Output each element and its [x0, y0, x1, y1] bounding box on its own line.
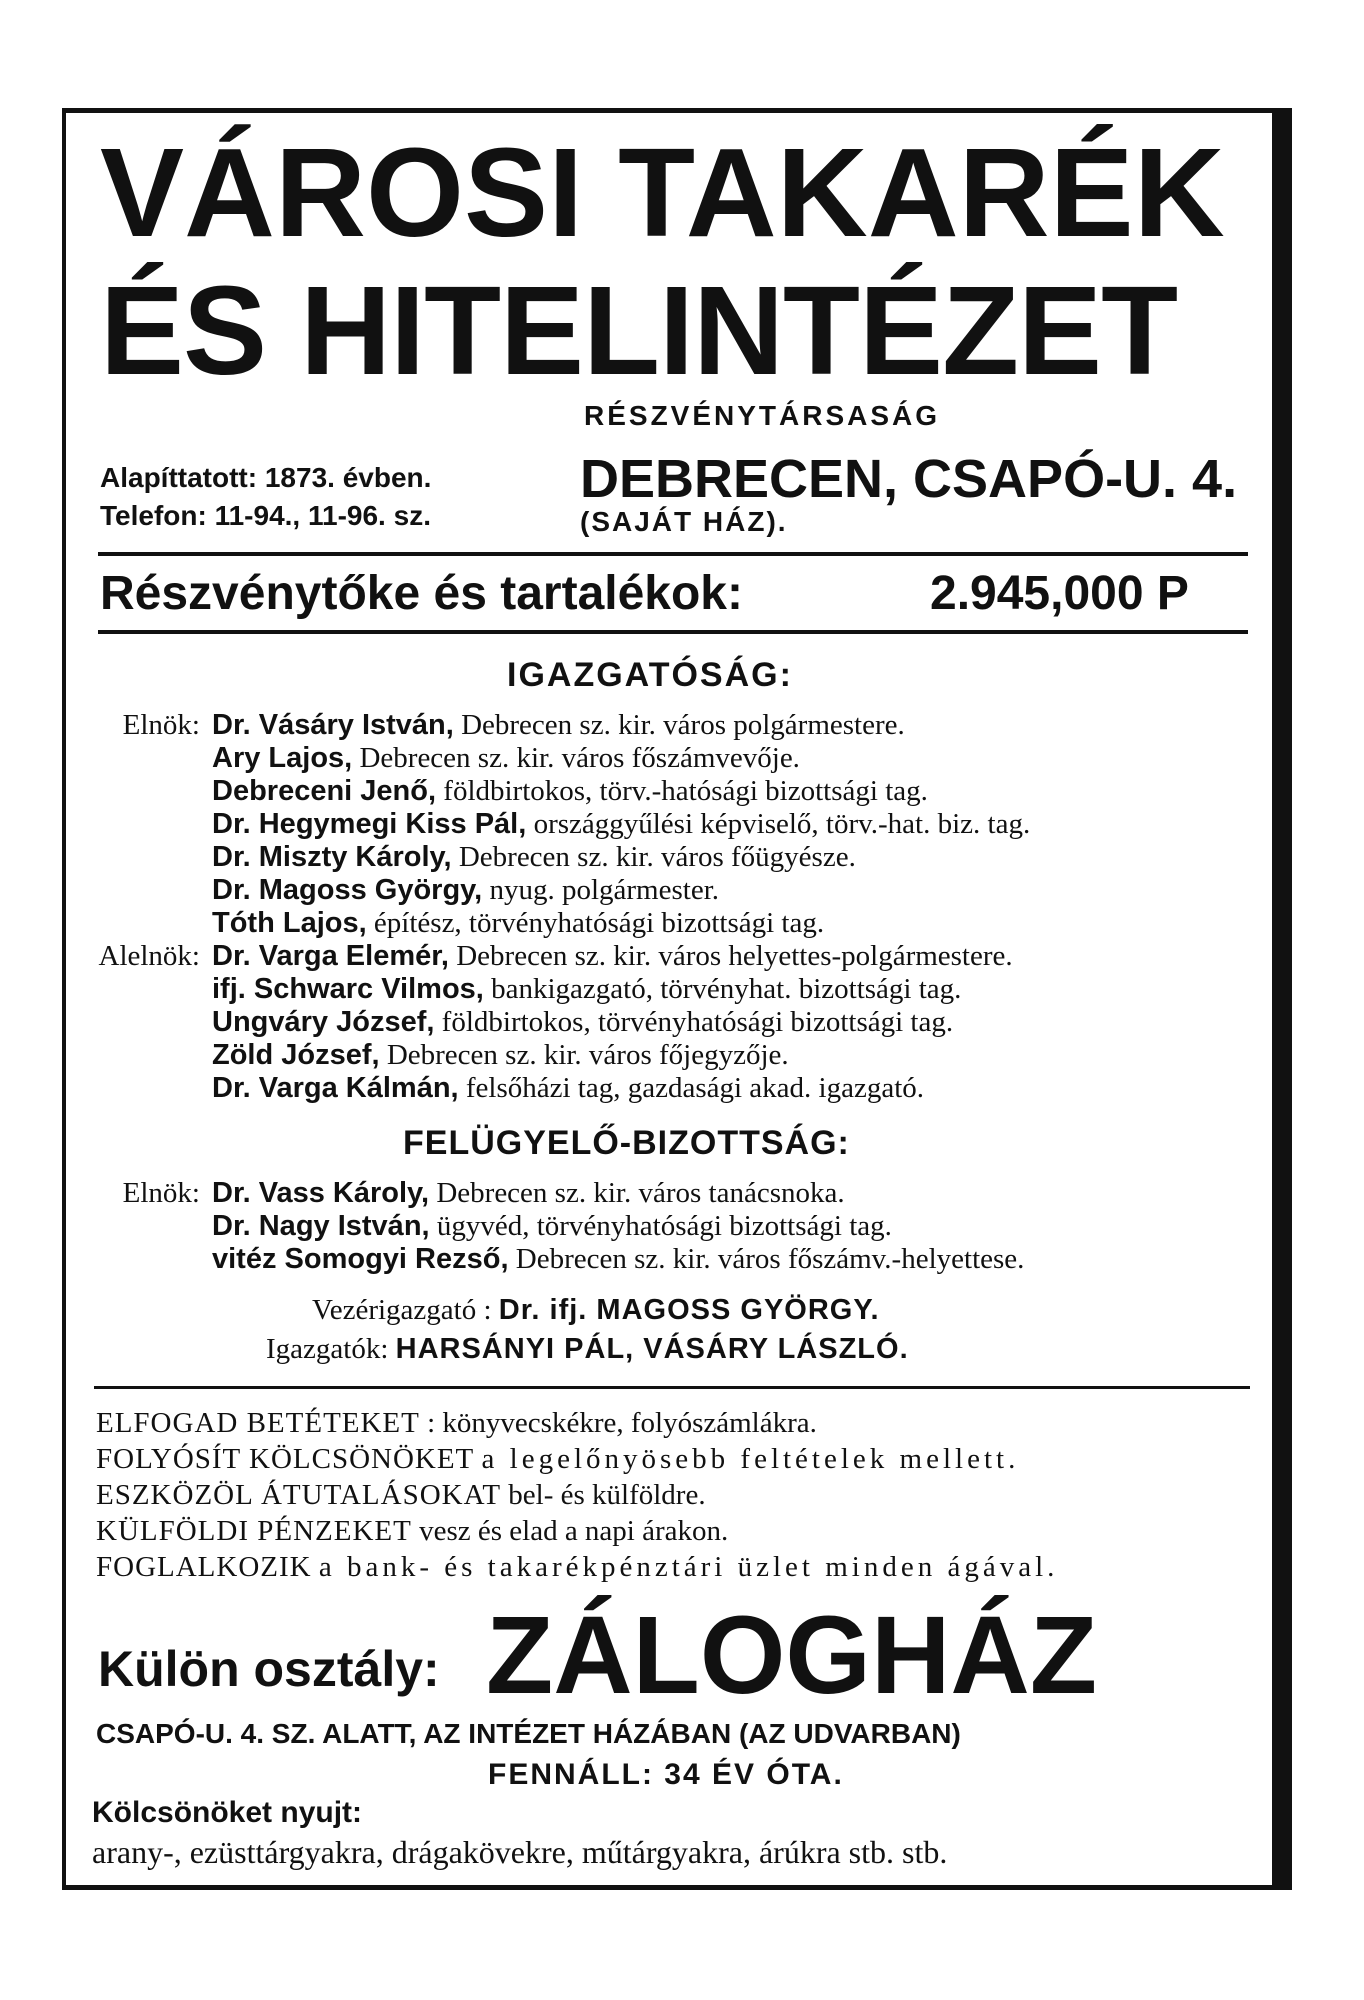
- member-description: földbirtokos, törvényhatósági bizottsági tag.: [441, 1006, 954, 1038]
- member-name: vitéz Somogyi Rezső,: [212, 1243, 509, 1275]
- pawnshop-location: CSAPÓ-U. 4. SZ. ALATT, AZ INTÉZET HÁZÁBAN (AZ UDVARBAN): [96, 1718, 961, 1749]
- service-detail: : könyvecskékre, folyószámlákra.: [427, 1407, 817, 1439]
- ceo-line: [312, 1293, 880, 1327]
- member-name: Dr. Varga Elemér,: [212, 940, 449, 972]
- member-description: Debrecen sz. kir. város főügyésze.: [458, 841, 856, 873]
- pawnshop-label: Külön osztály:: [98, 1641, 440, 1697]
- member-description: országgyűlési képviselő, törv.-hat. biz. tag.: [533, 808, 1031, 840]
- service-detail: a bank- és takarékpénztári üzlet minden ágával.: [318, 1551, 1059, 1583]
- member-role: Elnök:: [122, 1177, 200, 1209]
- service-line: [96, 1550, 1058, 1584]
- service-lead: FOGLALKOZIK: [96, 1551, 312, 1583]
- service-detail: a legelőnyösebb feltételek mellett.: [481, 1443, 1020, 1475]
- loans-items: arany-, ezüsttárgyakra, drágakövekre, műtárgyakra, árúkra stb. stb.: [92, 1834, 948, 1870]
- member-row: [212, 807, 1030, 841]
- service-detail: vesz és elad a napi árakon.: [419, 1515, 729, 1547]
- title-line-2: ÉS HITELINTÉZET: [100, 260, 1178, 401]
- member-name: Dr. Miszty Károly,: [212, 841, 452, 873]
- member-description: felsőházi tag, gazdasági akad. igazgató.: [465, 1072, 925, 1104]
- member-row: [98, 939, 1013, 973]
- member-row: [212, 1005, 953, 1039]
- member-description: Debrecen sz. kir. város helyettes-polgármestere.: [456, 940, 1013, 972]
- member-name: Dr. Magoss György,: [212, 874, 483, 906]
- title-line-1: VÁROSI TAKARÉK: [100, 122, 1225, 263]
- member-name: ifj. Schwarc Vilmos,: [212, 973, 484, 1005]
- directors-names: HARSÁNYI PÁL, VÁSÁRY LÁSZLÓ.: [395, 1333, 909, 1365]
- member-row: [212, 1071, 924, 1105]
- member-row: [212, 906, 824, 940]
- member-row: [212, 774, 928, 808]
- member-row: [122, 708, 905, 742]
- member-name: Dr. Hegymegi Kiss Pál,: [212, 808, 527, 840]
- service-line: [96, 1442, 1019, 1476]
- member-name: Dr. Vásáry István,: [212, 709, 454, 741]
- service-lead: FOLYÓSÍT KÖLCSÖNÖKET: [96, 1443, 475, 1475]
- address-text: DEBRECEN, CSAPÓ-U. 4.: [580, 449, 1238, 509]
- member-description: Debrecen sz. kir. város főszámvevője.: [359, 742, 800, 774]
- member-description: Debrecen sz. kir. város tanácsnoka.: [436, 1177, 845, 1209]
- service-lead: KÜLFÖLDI PÉNZEKET: [96, 1515, 412, 1547]
- service-lead: ESZKÖZÖL ÁTUTALÁSOKAT: [96, 1479, 502, 1511]
- ceo-name: Dr. ifj. MAGOSS GYÖRGY.: [498, 1294, 880, 1326]
- member-description: nyug. polgármester.: [489, 874, 720, 906]
- member-description: Debrecen sz. kir. város polgármestere.: [461, 709, 905, 741]
- loans-label: Kölcsönöket nyujt:: [92, 1796, 363, 1829]
- member-row: [212, 840, 856, 874]
- member-name: Dr. Nagy István,: [212, 1210, 430, 1242]
- member-name: Ungváry József,: [212, 1006, 435, 1038]
- rule-services: [94, 1386, 1250, 1389]
- pawnshop-name: ZÁLOGHÁZ: [486, 1594, 1098, 1717]
- service-line: [96, 1478, 706, 1512]
- founded-text: Alapíttatott: 1873. évben.: [100, 462, 432, 493]
- directors-label: Igazgatók:: [266, 1333, 389, 1365]
- capital-label: Részvénytőke és tartalékok:: [100, 567, 743, 620]
- pawnshop-since: FENNÁLL: 34 ÉV ÓTA.: [488, 1758, 844, 1791]
- member-row: [212, 972, 961, 1006]
- directors-line: [266, 1332, 909, 1366]
- phone-text: Telefon: 11-94., 11-96. sz.: [100, 500, 431, 531]
- own-house-text: (SAJÁT HÁZ).: [580, 506, 788, 537]
- member-row: [212, 1242, 1024, 1276]
- member-name: Tóth Lajos,: [212, 907, 367, 939]
- member-name: Dr. Varga Kálmán,: [212, 1072, 459, 1104]
- member-role: Elnök:: [122, 709, 200, 741]
- member-description: Debrecen sz. kir. város főjegyzője.: [386, 1039, 789, 1071]
- member-description: földbirtokos, törv.-hatósági bizottsági tag.: [443, 775, 928, 807]
- capital-amount: 2.945,000 P: [930, 567, 1189, 620]
- member-name: Zöld József,: [212, 1039, 380, 1071]
- member-description: ügyvéd, törvényhatósági bizottsági tag.: [436, 1210, 892, 1242]
- service-line: [96, 1514, 728, 1548]
- member-name: Ary Lajos,: [212, 742, 353, 774]
- member-row: [122, 1176, 845, 1210]
- member-name: Dr. Vass Károly,: [212, 1177, 430, 1209]
- member-row: [212, 1209, 892, 1243]
- member-row: [212, 873, 719, 907]
- member-description: építész, törvényhatósági bizottsági tag.: [373, 907, 825, 939]
- member-row: [212, 1038, 789, 1072]
- supervisory-heading: FELÜGYELŐ-BIZOTTSÁG:: [403, 1124, 850, 1162]
- member-name: Debreceni Jenő,: [212, 775, 437, 807]
- board-heading: IGAZGATÓSÁG:: [507, 656, 793, 694]
- service-lead: ELFOGAD BETÉTEKET: [96, 1407, 420, 1439]
- ceo-label: Vezérigazgató :: [312, 1294, 492, 1326]
- member-description: bankigazgató, törvényhat. bizottsági tag.: [491, 973, 962, 1005]
- rule-capital: [98, 630, 1248, 634]
- member-description: Debrecen sz. kir. város főszámv.-helyettese.: [515, 1243, 1025, 1275]
- rule-top: [98, 552, 1248, 556]
- service-line: [96, 1406, 817, 1440]
- company-type: RÉSZVÉNYTÁRSASÁG: [584, 400, 941, 431]
- member-role: Alelnök:: [98, 940, 200, 972]
- service-detail: bel- és külföldre.: [508, 1479, 706, 1511]
- member-row: [212, 741, 800, 775]
